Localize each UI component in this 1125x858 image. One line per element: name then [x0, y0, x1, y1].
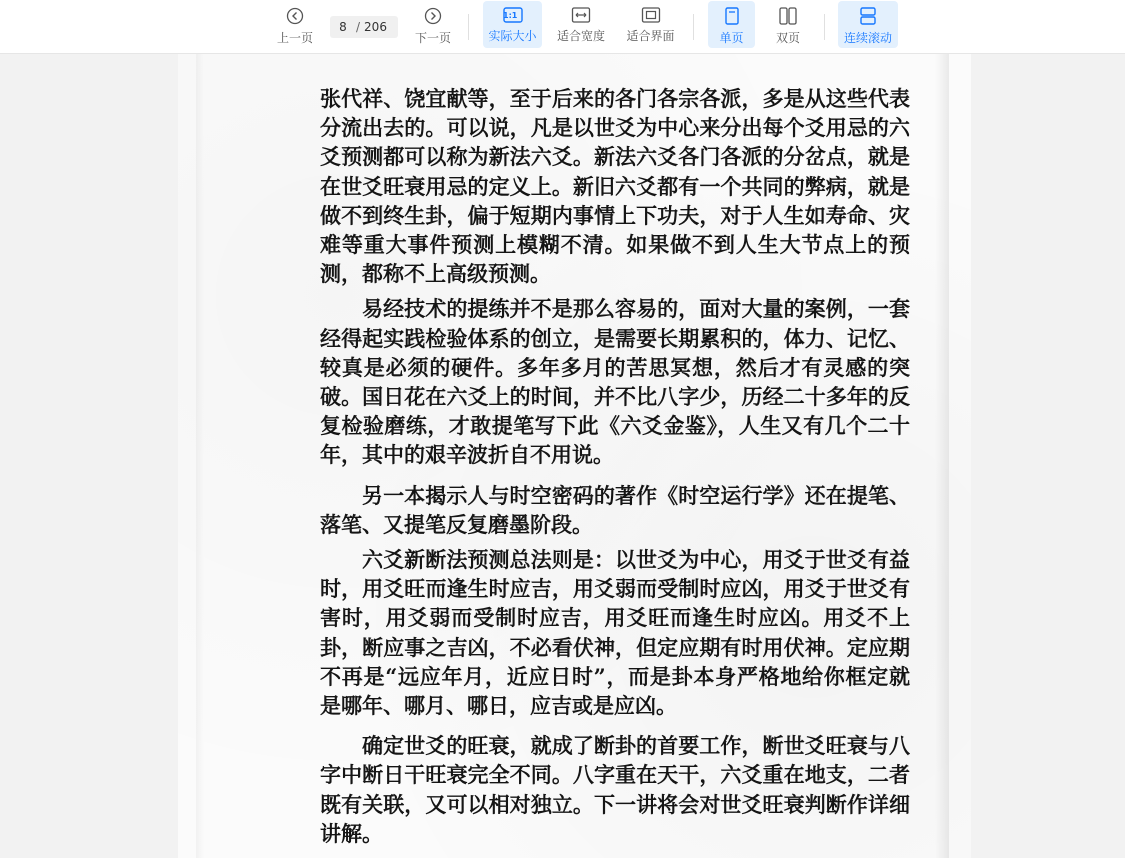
fit-width-icon: [571, 7, 591, 23]
fit-width-button[interactable]: [555, 1, 607, 48]
page-number-input[interactable]: [330, 20, 356, 34]
page-indicator: [330, 16, 398, 38]
single-page-label: 单页: [719, 31, 744, 45]
actual-size-icon-text: 1:1: [503, 11, 518, 20]
document-page: [178, 54, 971, 858]
continuous-scroll-icon: [859, 7, 877, 25]
paragraph: 易经技术的提练并不是那么容易的，面对大量的案例，一套经得起实践检验体系的创立，是需要长期累积的，体力、记忆、较真是必须的硬件。多年多月的苦思冥想，然后才有灵感的突破。国日花在六爻上的时间，并不比八字少，历经二十多年的反复检验磨练，才敢提笔写下此《六爻金鉴》，人生又有几个二十年，其中的艰辛波折自不用说。: [320, 296, 910, 468]
double-page-label: 双页: [775, 31, 800, 45]
page-scan-shadow-right: [935, 54, 949, 858]
page-separator: /: [356, 20, 361, 34]
fit-width-label: 适合宽度: [556, 29, 605, 43]
total-pages: 206: [364, 20, 387, 34]
continuous-scroll-button[interactable]: [838, 1, 898, 48]
document-viewer[interactable]: [0, 54, 1125, 858]
toolbar-divider: [468, 14, 469, 40]
fit-page-icon: [641, 7, 661, 23]
viewer-toolbar: [0, 0, 1125, 54]
actual-size-button[interactable]: [483, 1, 542, 48]
page-scan-shadow-left: [196, 54, 204, 858]
paragraph: 另一本揭示人与时空密码的著作《时空运行学》还在提笔、落笔、又提笔反复磨墨阶段。: [320, 482, 910, 537]
next-page-button[interactable]: [411, 1, 455, 48]
single-page-button[interactable]: [708, 1, 755, 48]
double-page-icon: [779, 7, 797, 25]
paragraph: 确定世爻的旺衰，就成了断卦的首要工作，断世爻旺衰与八字中断日干旺衰完全不同。八字重在天干，六爻重在地支，二者既有关联，又可以相对独立。下一讲将会对世爻旺衰判断作详细讲解。: [320, 733, 910, 846]
paragraph: 张代祥、饶宜献等，至于后来的各门各宗各派，多是从这些代表分流出去的。可以说，凡是以世爻为中心来分出每个爻用忌的六爻预测都可以称为新法六爻。新法六爻各门各派的分岔点，就是在世爻旺衰用忌的定义上。新旧六爻都有一个共同的弊病，就是做不到终生卦，偏于短期内事情上下功夫，对于人生如寿命、灾难等重大事件预测上模糊不清。如果做不到人生大节点上的预测，都称不上高级预测。: [320, 86, 910, 287]
double-page-button[interactable]: [768, 1, 808, 48]
fit-page-button[interactable]: [623, 1, 678, 48]
toolbar-divider: [693, 14, 694, 40]
continuous-scroll-label: 连续滚动: [843, 31, 892, 45]
prev-page-button[interactable]: [273, 1, 317, 48]
actual-size-label: 实际大小: [488, 29, 537, 43]
fit-page-label: 适合界面: [626, 29, 675, 43]
single-page-icon: [724, 7, 740, 25]
paragraph: 六爻新断法预测总法则是：以世爻为中心，用爻于世爻有益时，用爻旺而逢生时应吉，用爻弱而受制时应凶，用爻于世爻有害时，用爻弱而受制时应吉，用爻旺而逢生时应凶。用爻不上卦，断应事之吉凶，不必看伏神，但定应期有时用伏神。定应期不再是“远应年月，近应日时”，而是卦本身严格地给你框定就是哪年、哪月、哪日，应吉或是应凶。: [320, 547, 910, 719]
actual-size-icon: [503, 7, 523, 23]
chevron-right-circle-icon: [424, 7, 442, 25]
toolbar-divider: [824, 14, 825, 40]
next-page-label: 下一页: [414, 31, 451, 45]
prev-page-label: 上一页: [276, 31, 313, 45]
page-text: [320, 84, 910, 848]
chevron-left-circle-icon: [286, 7, 304, 25]
